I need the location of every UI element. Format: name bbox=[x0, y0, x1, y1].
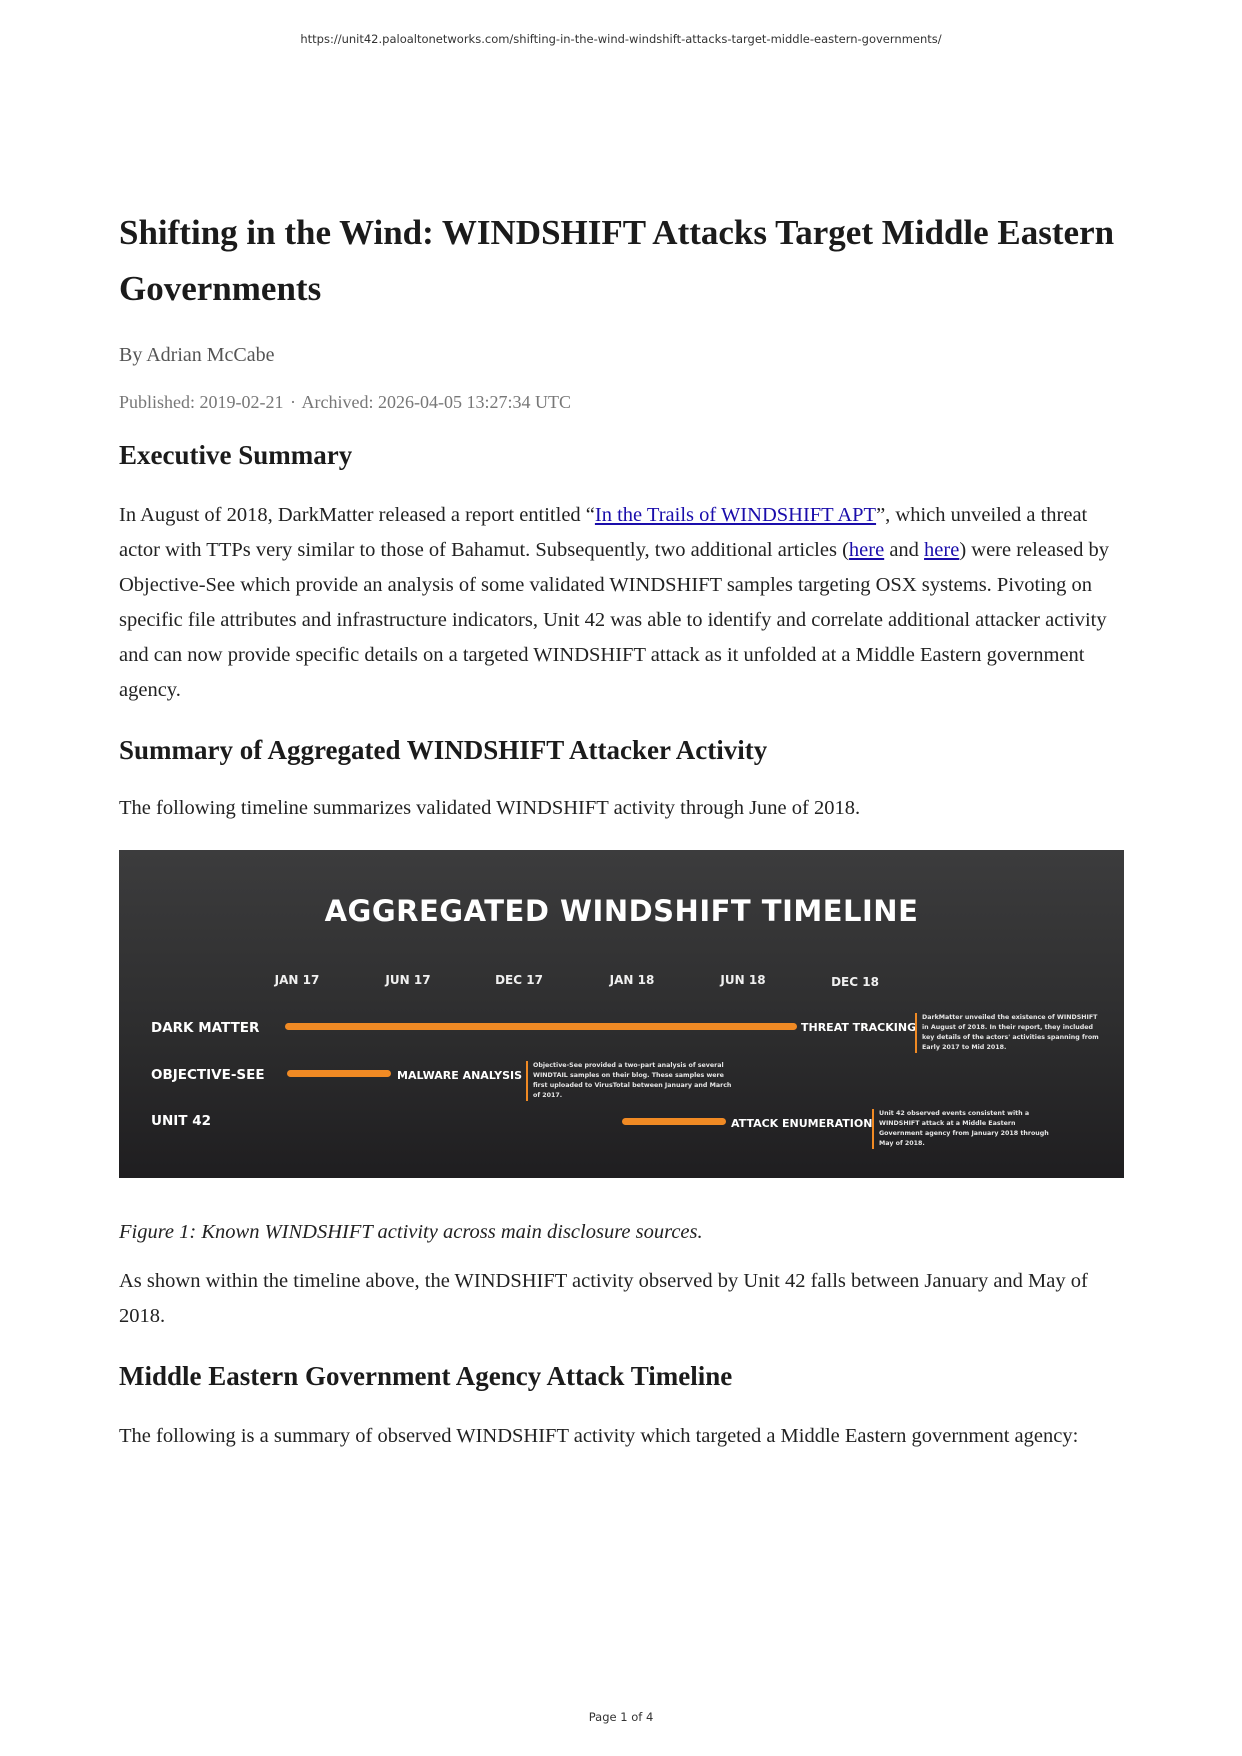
aggregated-intro: The following timeline summarizes validated WINDSHIFT activity through June of 2018. bbox=[119, 797, 861, 819]
article bbox=[119, 205, 1124, 1454]
heading-executive-summary: Executive Summary bbox=[119, 440, 353, 470]
month-label: DEC 18 bbox=[831, 975, 879, 989]
article-byline: By Adrian McCabe bbox=[119, 344, 275, 366]
month-label: JAN 18 bbox=[609, 973, 655, 987]
archived-date: Archived: 2026-04-05 13:27:34 UTC bbox=[301, 392, 571, 412]
event-label-malware-analysis: MALWARE ANALYSIS bbox=[397, 1069, 523, 1082]
exec-text-3: ) were released by Objective-See which provide an analysis of some validated WINDSHIFT samples targeting OSX systems. Pivoting on specific file attributes and infrastructure indicators, Unit 42 was able to identify and correlate additional attacker activity and can now provide specific details on a targeted WINDSHIFT attack as it unfolded at a Middle Eastern government agency. bbox=[119, 539, 1110, 701]
row-label-unit-42: UNIT 42 bbox=[151, 1113, 211, 1129]
month-label: JUN 18 bbox=[720, 973, 766, 987]
heading-aggregated-activity: Summary of Aggregated WINDSHIFT Attacker Activity bbox=[119, 735, 768, 765]
month-label: DEC 17 bbox=[495, 973, 543, 987]
event-label-attack-enumeration: ATTACK ENUMERATION bbox=[731, 1117, 873, 1130]
heading-attack-timeline: Middle Eastern Government Agency Attack Timeline bbox=[119, 1361, 733, 1391]
link-here-1[interactable]: here bbox=[848, 539, 885, 561]
article-title: Shifting in the Wind: WINDSHIFT Attacks Target Middle Eastern Governments bbox=[119, 213, 1115, 308]
figure-caption: Figure 1: Known WINDSHIFT activity across main disclosure sources. bbox=[119, 1221, 703, 1243]
row-label-dark-matter: DARK MATTER bbox=[151, 1020, 260, 1036]
page-url-header: https://unit42.paloaltonetworks.com/shifting-in-the-wind-windshift-attacks-target-middle-eastern-governments/ bbox=[300, 32, 942, 46]
attack-timeline-intro: The following is a summary of observed WINDSHIFT activity which targeted a Middle Eastern government agency: bbox=[119, 1425, 1079, 1447]
event-label-threat-tracking: THREAT TRACKING bbox=[801, 1021, 917, 1034]
month-label: JAN 17 bbox=[274, 973, 320, 987]
month-label: JUN 17 bbox=[385, 973, 431, 987]
published-date: Published: 2019-02-21 bbox=[119, 392, 284, 412]
exec-text-1: In August of 2018, DarkMatter released a report entitled “ bbox=[119, 504, 595, 526]
meta-separator: · bbox=[290, 392, 296, 412]
timeline-bar-unit-42 bbox=[622, 1118, 726, 1125]
executive-summary-paragraph bbox=[119, 498, 1124, 708]
page-number: Page 1 of 4 bbox=[588, 1710, 654, 1724]
timeline-figure bbox=[119, 850, 1124, 1178]
link-here-2[interactable]: here bbox=[924, 539, 960, 561]
link-windshift-report[interactable]: In the Trails of WINDSHIFT APT bbox=[594, 504, 877, 526]
exec-text-and: and bbox=[884, 539, 925, 561]
note-dark-matter: DarkMatter unveiled the existence of WINDSHIFT in August of 2018. In their report, they included key details of the actors' activities spanning from Early 2017 to Mid 2018. bbox=[915, 1013, 1102, 1053]
article-meta bbox=[119, 392, 1124, 413]
after-figure-paragraph: As shown within the timeline above, the WINDSHIFT activity observed by Unit 42 falls between January and May of 2018. bbox=[119, 1270, 1088, 1327]
exec-text-2: ”, which unveiled a threat actor with TTPs very similar to those of Bahamut. Subsequently, two additional articles ( bbox=[119, 504, 1088, 561]
note-objective-see: Objective-See provided a two-part analysis of several WINDTAIL samples on their blog. These samples were first uploaded to VirusTotal between January and March of 2017. bbox=[526, 1061, 738, 1101]
timeline-bar-objective-see bbox=[287, 1070, 391, 1077]
row-label-objective-see: OBJECTIVE-SEE bbox=[151, 1067, 265, 1083]
note-unit-42: Unit 42 observed events consistent with a WINDSHIFT attack at a Middle Eastern Government agency from January 2018 through May of 2018. bbox=[872, 1109, 1059, 1149]
timeline-bar-dark-matter bbox=[285, 1023, 797, 1030]
timeline-figure-title: AGGREGATED WINDSHIFT TIMELINE bbox=[324, 894, 919, 928]
